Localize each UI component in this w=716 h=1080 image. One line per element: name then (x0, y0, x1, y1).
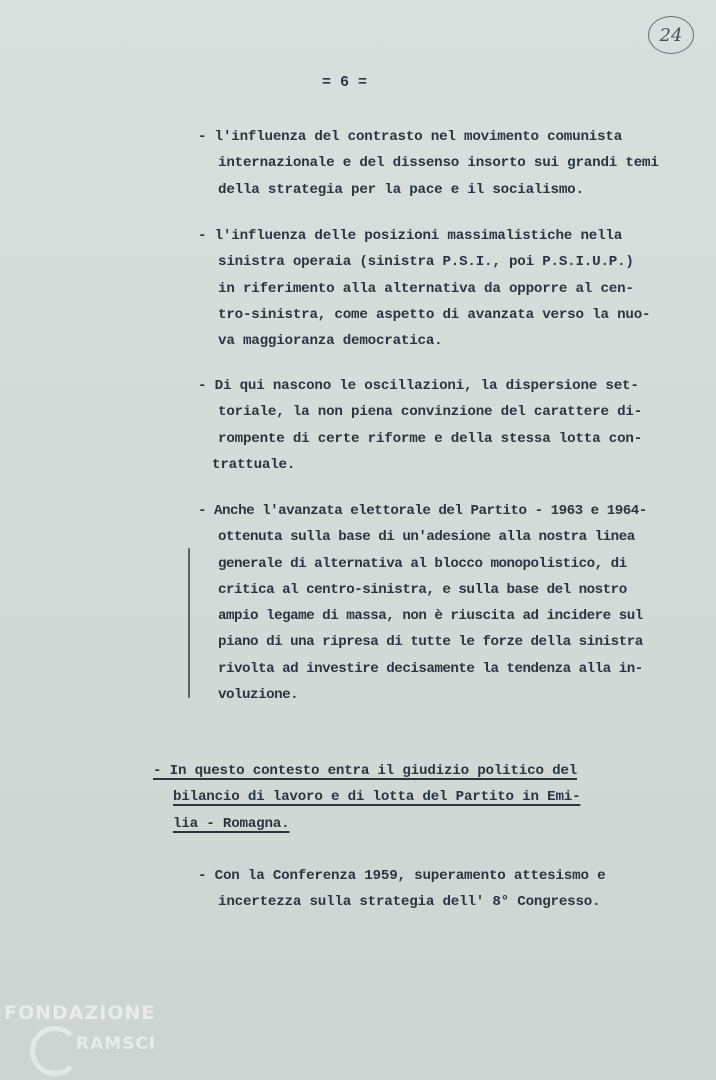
watermark-text-line2: RAMSCI (76, 1034, 157, 1054)
paragraph-line: - In questo contesto entra il giudizio politico del (153, 763, 578, 779)
page-number: = 6 = (322, 74, 368, 91)
bullet-paragraph-2 (198, 223, 650, 354)
paragraph-line: tro-sinistra, come aspetto di avanzata verso la nuo- (218, 306, 651, 323)
paragraph-line: - l'influenza del contrasto nel movimento comunista (198, 129, 623, 145)
paragraph-line: internazionale e del dissenso insorto sui grandi temi (218, 155, 659, 172)
paragraph-line: toriale, la non piena convinzione del carattere di- (218, 404, 643, 421)
paragraph-line: - Di qui nascono le oscillazioni, la dispersione set- (198, 378, 639, 394)
paragraph-line: della strategia per la pace e il socialismo. (218, 181, 584, 198)
paragraph-line: - Con la Conferenza 1959, superamento attesismo e (198, 868, 606, 884)
paragraph-line: - Anche l'avanzata elettorale del Partito - 1963 e 1964- (198, 503, 647, 519)
paragraph-line: incertezza sulla strategia dell' 8° Congresso. (218, 894, 601, 911)
watermark-g-logo-icon (30, 1026, 80, 1076)
paragraph-line: sinistra operaia (sinistra P.S.I., poi P.S.I.U.P.) (218, 254, 634, 271)
paragraph-line: va maggioranza democratica. (218, 333, 443, 350)
paragraph-line: rompente di certe riforme e della stessa lotta con- (218, 430, 643, 447)
paragraph-line: in riferimento alla alternativa da opporre al cen- (218, 280, 634, 297)
bullet-paragraph-3 (198, 373, 642, 478)
paragraph-line: voluzione. (218, 687, 299, 704)
watermark-text-line1: FONDAZIONE (4, 1002, 156, 1024)
paragraph-line: bilancio di lavoro e di lotta del Partito in Emi- (173, 789, 581, 806)
paragraph-line: trattuale. (212, 456, 296, 473)
fondazione-gramsci-watermark (4, 1000, 184, 1072)
paragraph-line: ampio legame di massa, non è riuscita ad incidere sul (218, 608, 643, 625)
bullet-paragraph-6 (198, 863, 605, 916)
paragraph-line: lia - Romagna. (173, 815, 290, 832)
bullet-paragraph-4 (198, 498, 647, 708)
bullet-paragraph-1 (198, 124, 659, 203)
section-heading-paragraph (153, 758, 580, 837)
paragraph-line: - l'influenza delle posizioni massimalistiche nella (198, 228, 623, 244)
paragraph-line: rivolta ad investire decisamente la tendenza alla in- (218, 660, 643, 677)
paragraph-line: generale di alternativa al blocco monopolistico, di (218, 555, 627, 572)
paragraph-line: piano di una ripresa di tutte le forze della sinistra (218, 634, 643, 651)
paragraph-line: ottenuta sulla base di un'adesione alla nostra linea (218, 529, 635, 546)
archive-page-number: 24 (648, 16, 694, 54)
paragraph-line: critica al centro-sinistra, e sulla base del nostro (218, 581, 627, 598)
handwritten-margin-line (188, 548, 190, 698)
